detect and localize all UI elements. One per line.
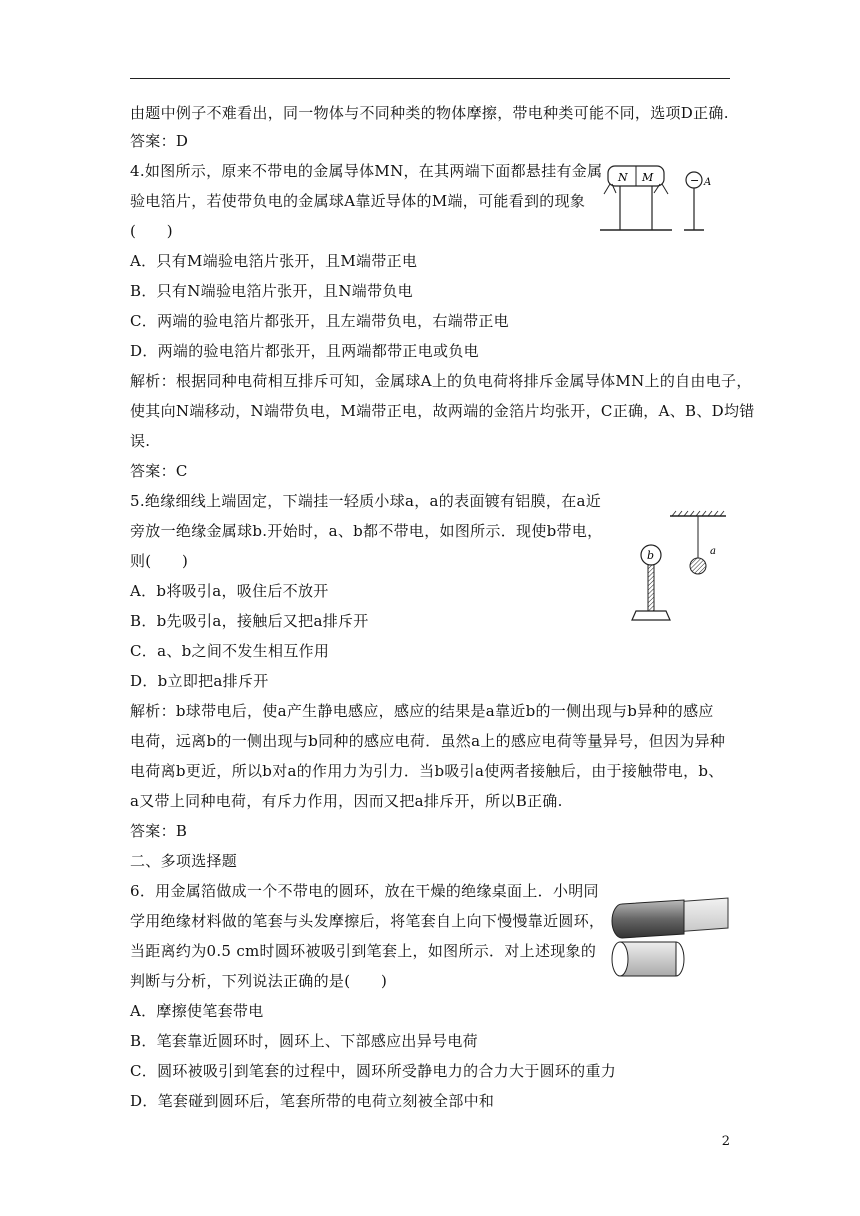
text-line: a又带上同种电荷，有斥力作用，因而又把a排斥开，所以B正确. <box>130 792 563 810</box>
text-line: 误. <box>130 432 151 450</box>
text-line: 二、多项选择题 <box>130 852 238 870</box>
label-a-ball: a <box>710 546 716 557</box>
text-line: 解析：根据同种电荷相互排斥可知，金属球A上的负电荷将排斥金属导体MN上的自由电子， <box>130 372 752 390</box>
text-line: 验电箔片，若使带负电的金属球A靠近导体的M端，可能看到的现象 <box>130 192 586 210</box>
label-b: b <box>647 549 655 562</box>
figure-suspended-ball <box>626 510 736 630</box>
label-m: M <box>642 171 654 184</box>
text-line: 5.绝缘细线上端固定，下端挂一轻质小球a，a的表面镀有铝膜，在a近 <box>130 492 602 510</box>
text-line: 由题中例子不难看出，同一物体与不同种类的物体摩擦，带电种类可能不同，选项D正确. <box>130 104 729 122</box>
text-line: A．b将吸引a，吸住后不放开 <box>130 582 329 600</box>
text-line: B．b先吸引a，接触后又把a排斥开 <box>130 612 369 630</box>
text-line: B．笔套靠近圆环时，圆环上、下部感应出异号电荷 <box>130 1032 478 1050</box>
text-line: 答案：C <box>130 462 188 480</box>
page-number: 2 <box>721 1134 730 1149</box>
text-line: 使其向N端移动，N端带负电，M端带正电，故两端的金箔片均张开，C正确，A、B、D均错 <box>130 402 755 420</box>
text-line: 则( ) <box>130 552 189 570</box>
text-line: 电荷离b更近，所以b对a的作用力为引力．当b吸引a使两者接触后，由于接触带电，b、 <box>130 762 724 780</box>
text-line: A．只有M端验电箔片张开，且M端带正电 <box>130 252 418 270</box>
figure-conductor-mn <box>598 160 733 235</box>
text-line: 解析：b球带电后，使a产生静电感应，感应的结果是a靠近b的一侧出现与b异种的感应 <box>130 702 714 720</box>
text-line: 4.如图所示，原来不带电的金属导体MN，在其两端下面都悬挂有金属 <box>130 162 603 180</box>
header-rule <box>130 78 730 79</box>
text-line: C．圆环被吸引到笔套的过程中，圆环所受静电力的合力大于圆环的重力 <box>130 1062 617 1080</box>
text-line: B．只有N端验电箔片张开，且N端带负电 <box>130 282 413 300</box>
label-a-sphere: A <box>704 177 712 188</box>
sphere-sign: − <box>690 174 700 187</box>
text-line: D．b立即把a排斥开 <box>130 672 269 690</box>
text-line: C．两端的验电箔片都张开，且左端带负电，右端带正电 <box>130 312 509 330</box>
text-line: 6．用金属箔做成一个不带电的圆环，放在干燥的绝缘桌面上．小明同 <box>130 882 599 900</box>
text-line: 答案：D <box>130 132 189 150</box>
text-line: 当距离约为0.5 cm时圆环被吸引到笔套上，如图所示．对上述现象的 <box>130 942 597 960</box>
label-n: N <box>618 171 628 184</box>
text-line: 旁放一绝缘金属球b.开始时，a、b都不带电，如图所示．现使b带电， <box>130 522 603 540</box>
text-line: D．两端的验电箔片都张开，且两端都带正电或负电 <box>130 342 479 360</box>
text-line: 判断与分析，下列说法正确的是( ) <box>130 972 388 990</box>
figure-pen-ring <box>604 888 734 984</box>
text-line: 电荷，远离b的一侧出现与b同种的感应电荷．虽然a上的感应电荷等量异号，但因为异种 <box>130 732 726 750</box>
text-line: A．摩擦使笔套带电 <box>130 1002 264 1020</box>
text-line: C．a、b之间不发生相互作用 <box>130 642 330 660</box>
text-line: D．笔套碰到圆环后，笔套所带的电荷立刻被全部中和 <box>130 1092 495 1110</box>
text-line: ( ) <box>130 222 173 240</box>
text-line: 学用绝缘材料做的笔套与头发摩擦后，将笔套自上向下慢慢靠近圆环， <box>130 912 605 930</box>
text-line: 答案：B <box>130 822 188 840</box>
